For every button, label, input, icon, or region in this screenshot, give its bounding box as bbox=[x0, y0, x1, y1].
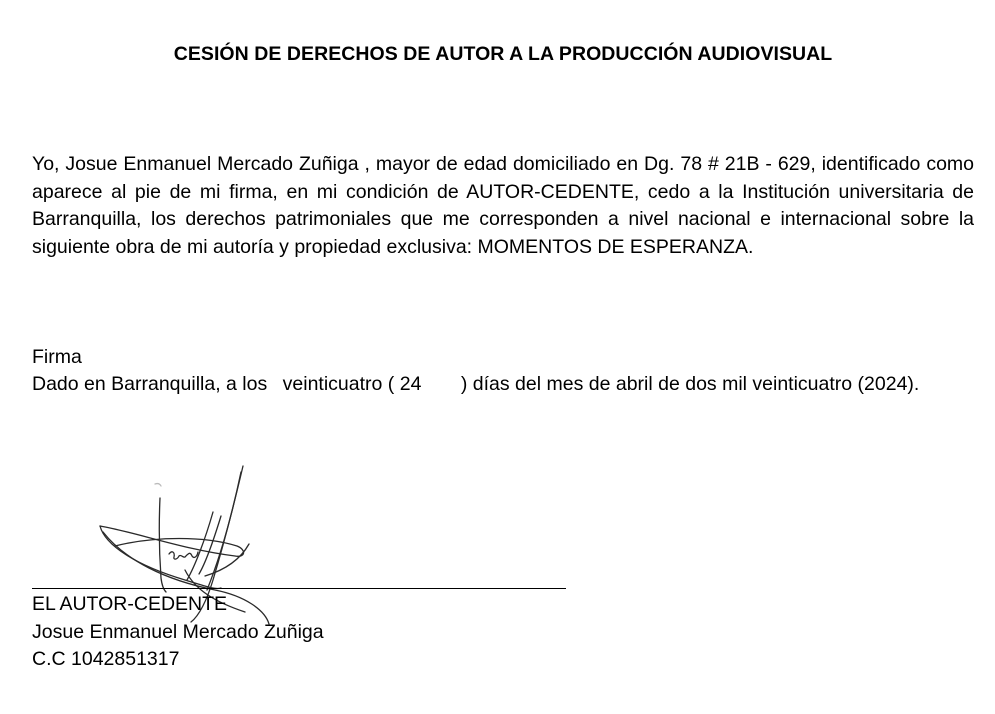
date-suffix: días del mes de abril de dos mil veinticuatro (2024). bbox=[472, 373, 920, 395]
signature-line bbox=[32, 588, 566, 589]
signer-name: Josue Enmanuel Mercado Zuñiga bbox=[32, 621, 324, 643]
date-paragraph bbox=[32, 371, 974, 399]
date-paren-close: ) bbox=[460, 373, 468, 395]
date-day-number: 24 bbox=[399, 373, 422, 395]
signer-role: EL AUTOR-CEDENTE bbox=[32, 593, 228, 615]
document-title: CESIÓN DE DERECHOS DE AUTOR A LA PRODUCCIÓN AUDIOVISUAL bbox=[173, 43, 833, 65]
date-paren-open: ( bbox=[387, 373, 395, 395]
date-day-words: veinticuatro bbox=[282, 373, 383, 395]
cession-paragraph: Yo, Josue Enmanuel Mercado Zuñiga , mayor de edad domiciliado en Dg. 78 # 21B - 629, identificado como aparece al pie de mi firma, en mi condición de AUTOR-CEDENTE, cedo a la Institución universitaria de Barranquilla, los derechos patrimoniales que me corresponden a nivel nacional e internacional sobre la siguiente obra de mi autoría y propiedad exclusiva: MOMENTOS DE ESPERANZA. bbox=[32, 153, 974, 258]
date-prefix: Dado en Barranquilla, a los bbox=[32, 373, 268, 395]
signer-id: C.C 1042851317 bbox=[32, 648, 180, 670]
firma-label: Firma bbox=[32, 346, 82, 368]
